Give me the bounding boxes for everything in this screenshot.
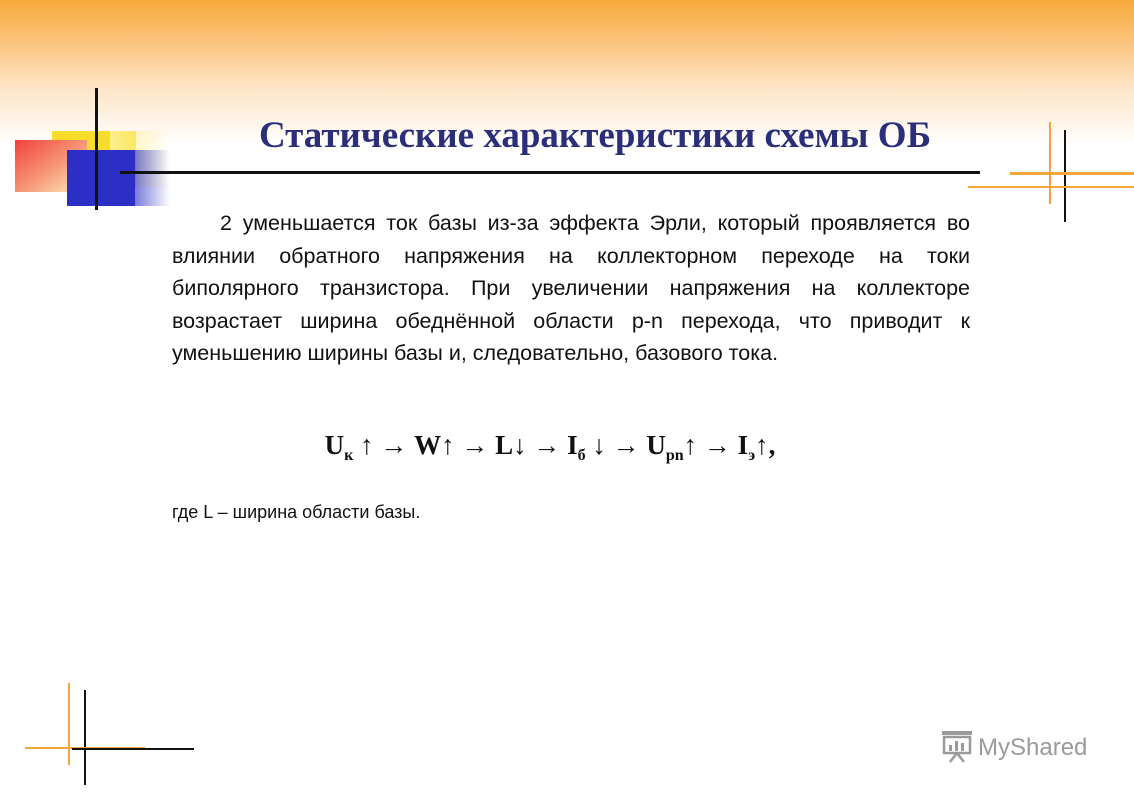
decor-line-horizontal-black-bl [72, 748, 194, 750]
definition-note: где L – ширина области базы. [172, 502, 421, 522]
formula-ib: I [567, 430, 578, 460]
formula-up-arrow: ↑ [755, 430, 769, 460]
formula-ie-sub: э [748, 447, 756, 464]
formula-up-arrow: ↑ [683, 430, 698, 460]
decor-line-vertical [95, 88, 98, 210]
logo-text: MyShared [978, 734, 1088, 761]
body-paragraph: 2 уменьшается ток базы из-за эффекта Эрли, который проявляется во влиянии обратного напряжения на коллекторном переходе на токи биполярного транзистора. При увеличении напряжения на коллекторе возрастает ширина обеднённой области p-n перехода, что приводит к уменьшению ширины базы и, следовательно, базового тока. [172, 211, 970, 365]
decor-line-vertical-orange [1049, 122, 1051, 204]
formula [120, 430, 980, 465]
formula-upn-sub: pn [665, 447, 684, 464]
formula-arrow: → [380, 430, 408, 460]
formula-ie: I [737, 430, 749, 460]
formula-ib-sub: б [577, 447, 586, 464]
decor-line-horizontal-orange [1010, 172, 1134, 175]
title-underline [120, 171, 980, 174]
slide-title: Статические характеристики схемы ОБ [258, 115, 932, 156]
decor-line-vertical-black [1064, 130, 1066, 222]
formula-l: L [495, 430, 514, 460]
formula-arrow: → [461, 430, 489, 460]
formula-arrow: → [703, 430, 731, 460]
formula-down-arrow: ↓ [592, 430, 606, 460]
decor-line-horizontal-orange-2 [968, 186, 1134, 188]
formula-w: W [414, 430, 442, 460]
decor-blue-fade [118, 150, 170, 206]
formula-upn: U [646, 430, 666, 460]
decor-line-vertical-black-bl [84, 690, 86, 785]
formula-u-sub: к [344, 447, 354, 464]
formula-up-arrow: ↑ [441, 430, 455, 460]
decor-line-vertical-orange-bl [68, 683, 70, 765]
formula-arrow: → [533, 430, 561, 460]
presentation-board-icon [940, 728, 974, 769]
formula-up-arrow: ↑ [360, 430, 374, 460]
formula-down-arrow: ↓ [513, 430, 527, 460]
formula-u: U [324, 430, 345, 460]
formula-arrow: → [612, 430, 640, 460]
formula-end: , [768, 430, 776, 460]
myshared-logo[interactable] [940, 728, 1087, 768]
